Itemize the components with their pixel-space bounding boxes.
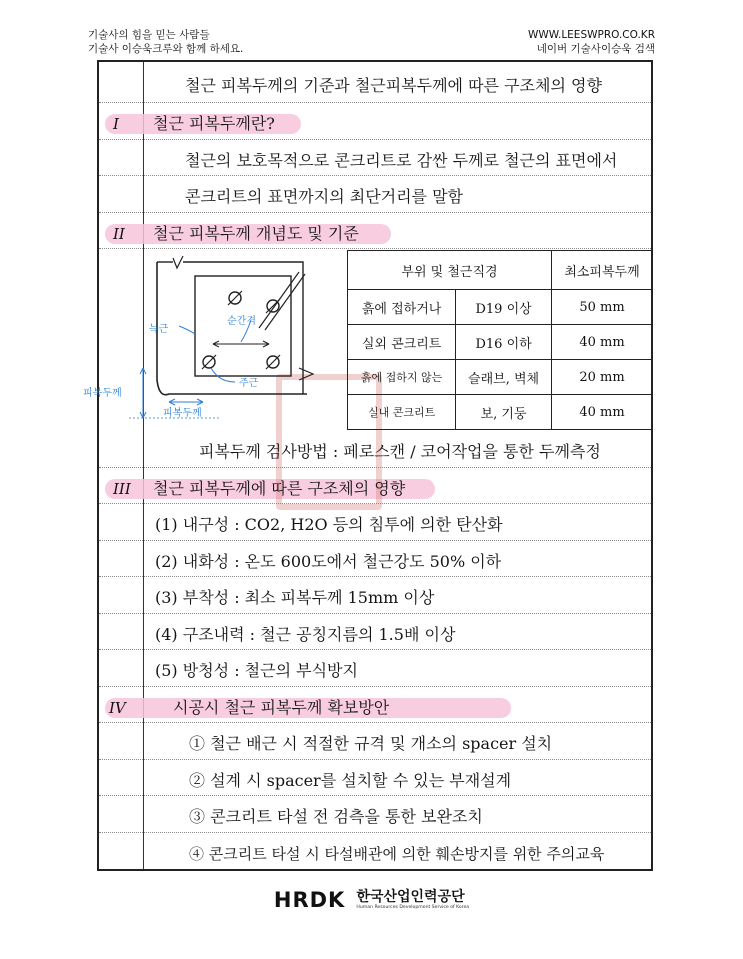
section-2-title: 철근 피복두께 개념도 및 기준 [153,224,359,243]
rule-line [99,722,651,723]
table-cell: 보, 기둥 [456,395,552,430]
rule-line [99,175,651,176]
label-main-bar: 주근 [239,378,259,389]
label-cover-depth-horizontal: 피복두께 [163,408,202,419]
header-subslogan: 기술사 이승욱크루와 함께 하세요. [88,43,244,55]
table-header-row [348,251,653,290]
table-cell: 40 mm [552,395,653,430]
section-4-number: IV [109,699,126,717]
break-mark-top [173,256,183,268]
footer-logo [0,888,743,912]
rule-line [99,649,651,650]
cover-concept-diagram [83,248,349,430]
table-header-min-cover: 최소피복두께 [552,251,653,290]
label-stirrup: 늑근 [149,324,169,335]
rule-line [99,759,651,760]
rule-line [99,686,651,687]
rule-line [99,139,651,140]
section-2-number: II [113,225,125,243]
measure-item: ③ 콘크리트 타설 전 검측을 통한 보완조치 [189,807,483,826]
inspection-method: 피복두께 검사방법 : 페로스캔 / 코어작업을 통한 두께측정 [199,442,601,461]
label-spacing: 순간격 [227,316,256,327]
rule-line [99,102,651,103]
header-website[interactable]: WWW.LEESWPRO.CO.KR [528,29,655,41]
header-left [88,28,243,56]
definition-line-2: 콘크리트의 표면까지의 최단거리를 말함 [185,187,464,206]
page-title: 철근 피복두께의 기준과 철근피복두께에 따른 구조체의 영향 [185,76,602,95]
table-header-location: 부위 및 철근직경 [348,251,552,290]
table-row [348,395,653,430]
effect-item: (5) 방청성 : 철근의 부식방지 [155,661,358,680]
effect-item: (2) 내화성 : 온도 600도에서 철근강도 50% 이하 [155,552,502,571]
table-cell: 40 mm [552,325,653,360]
rule-line [99,832,651,833]
rule-line [99,540,651,541]
margin-line [143,62,144,869]
table-cell: D16 이하 [456,325,552,360]
footer-org [356,890,469,911]
table-cell: 슬래브, 벽체 [456,360,552,395]
measure-item: ① 철근 배근 시 적절한 규격 및 개소의 spacer 설치 [189,734,553,753]
effect-item: (1) 내구성 : CO2, H2O 등의 침투에 의한 탄산화 [155,515,503,534]
section-3-number: III [113,480,131,498]
header-slogan: 기술사의 힘을 믿는 사람들 [88,29,210,41]
section-1-number: I [113,115,119,133]
hrdk-logo: HRDK [273,888,346,912]
table-cell: 흙에 접하지 않는 [348,360,456,395]
table-row [348,360,653,395]
table-cell: 실내 콘크리트 [348,395,456,430]
table-cell: 20 mm [552,360,653,395]
answer-sheet [83,60,653,871]
rule-line [99,576,651,577]
measure-item: ④ 콘크리트 타설 시 타설배관에 의한 훼손방지를 위한 주의교육 [189,845,605,863]
table-row [348,325,653,360]
header-right [528,28,655,56]
rule-line [99,613,651,614]
section-3-title: 철근 피복두께에 따른 구조체의 영향 [153,479,406,498]
section-1-title: 철근 피복두께란? [153,114,275,133]
table-cell: 흙에 접하거나 [348,290,456,325]
effect-item: (3) 부착성 : 최소 피복두께 15mm 이상 [155,588,435,607]
footer-org-name-en: Human Resources Development Service of Korea [356,904,470,910]
concrete-outline [157,262,307,395]
minimum-cover-table [347,250,653,430]
table-cell: 50 mm [552,290,653,325]
effect-item: (4) 구조내력 : 철근 공칭지름의 1.5배 이상 [155,625,456,644]
table-cell: D19 이상 [456,290,552,325]
break-mark-side [299,368,313,380]
measure-item: ② 설계 시 spacer를 설치할 수 있는 부재설계 [189,771,512,790]
footer-org-name: 한국산업인력공단 [356,888,465,905]
header-search-hint: 네이버 기술사이승욱 검색 [536,43,655,55]
rule-line [99,212,651,213]
definition-line-1: 철근의 보호목적으로 콘크리트로 감싼 두께로 철근의 표면에서 [185,151,618,170]
label-cover-depth-vertical: 피복두께 [83,388,122,399]
table-row [348,290,653,325]
rule-line [99,795,651,796]
section-4-title: 시공시 철근 피복두께 확보방안 [173,698,390,717]
table-cell: 실외 콘크리트 [348,325,456,360]
